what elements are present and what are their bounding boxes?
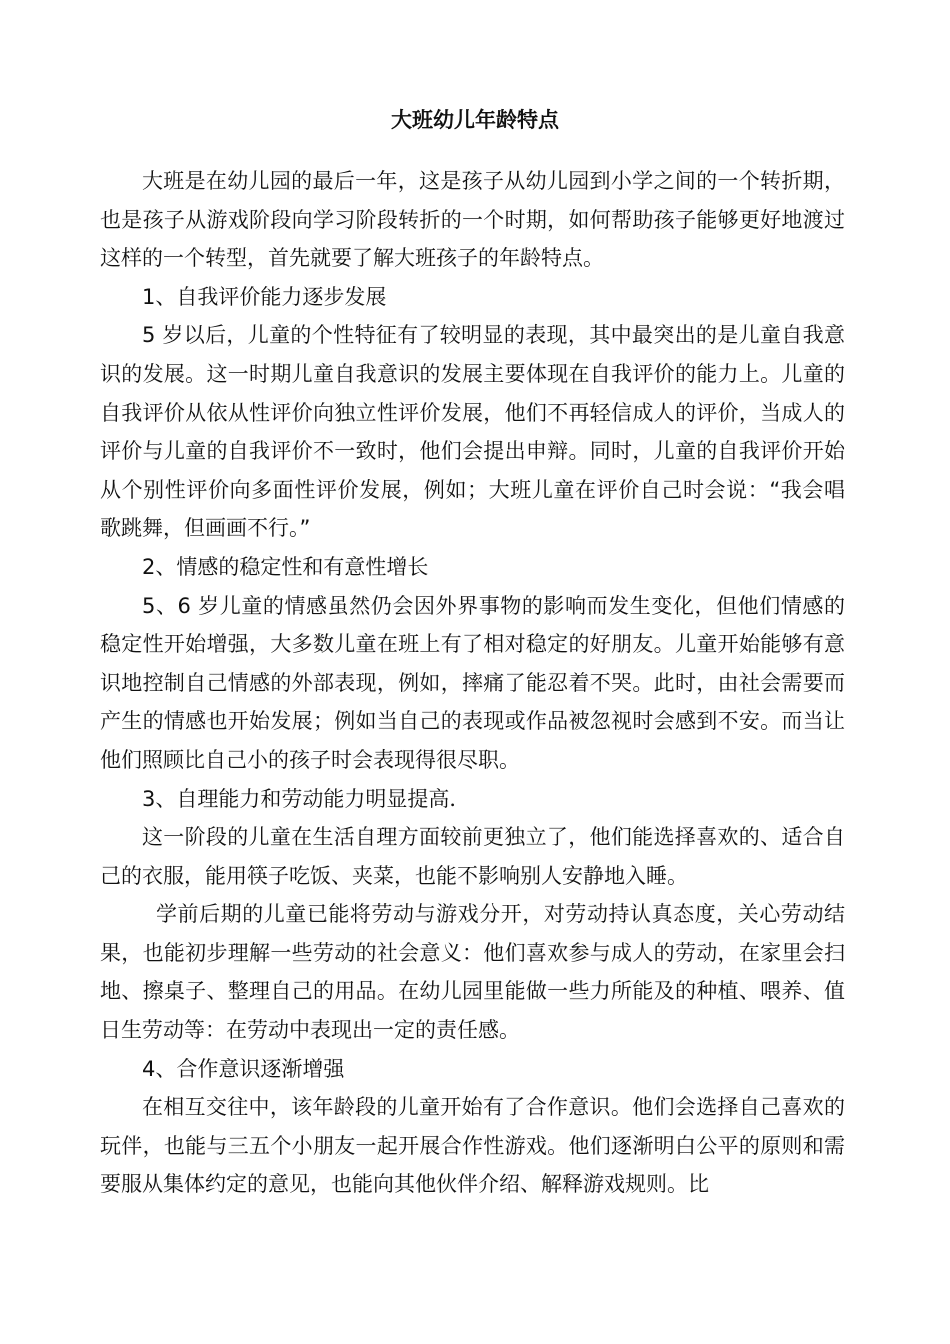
- section-heading-4: 4、合作意识逐渐增强: [142, 1056, 345, 1081]
- section-paragraph-3b: 学前后期的儿童已能将劳动与游戏分开，对劳动持认真态度，关心劳动结果，也能初步理解一些劳动的社会意义：他们喜欢参与成人的劳动，在家里会扫地、擦桌子、整理自己的用品。在幼儿园里能做一些力所能及的种植、喂养、值日生劳动等：在劳动中表现出一定的责任感。: [100, 902, 845, 1043]
- page-title: 大班幼儿年龄特点: [391, 108, 559, 132]
- section-paragraph-2: 5、6 岁儿童的情感虽然仍会因外界事物的影响而发生变化，但他们情感的稳定性开始增强，大多数儿童在班上有了相对稳定的好朋友。儿童开始能够有意识地控制自己情感的外部表现，例如，摔痛了能忍着不哭。此时，由社会需要而产生的情感也开始发展；例如当自己的表现或作品被忽视时会感到不安。而当让他们照顾比自己小的孩子时会表现得很尽职。: [100, 593, 845, 772]
- section-heading-1: 1、自我评价能力逐步发展: [142, 284, 387, 309]
- document-body: [100, 162, 845, 1204]
- section-heading-2: 2、情感的稳定性和有意性增长: [142, 554, 429, 579]
- section-paragraph-4: 在相互交往中，该年龄段的儿童开始有了合作意识。他们会选择自己喜欢的玩伴，也能与三五个小朋友一起开展合作性游戏。他们逐渐明白公平的原则和需要服从集体约定的意见，也能向其他伙伴介绍、解释游戏规则。比: [100, 1095, 845, 1197]
- section-paragraph-1: 5 岁以后，儿童的个性特征有了较明显的表现，其中最突出的是儿童自我意识的发展。这一时期儿童自我意识的发展主要体现在自我评价的能力上。儿童的自我评价从依从性评价向独立性评价发展，他们不再轻信成人的评价，当成人的评价与儿童的自我评价不一致时，他们会提出申辩。同时，儿童的自我评价开始从个别性评价向多面性评价发展，例如；大班儿童在评价自己时会说：“我会唱歌跳舞，但画画不行。”: [100, 323, 845, 541]
- intro-paragraph: 大班是在幼儿园的最后一年，这是孩子从幼儿园到小学之间的一个转折期，也是孩子从游戏阶段向学习阶段转折的一个时期，如何帮助孩子能够更好地渡过这样的一个转型，首先就要了解大班孩子的年龄特点。: [100, 169, 845, 271]
- section-heading-3: 3、自理能力和劳动能力明显提高．: [142, 786, 471, 811]
- section-paragraph-3a: 这一阶段的儿童在生活自理方面较前更独立了，他们能选择喜欢的、适合自己的衣服，能用筷子吃饭、夹菜，也能不影响别人安静地入睡。: [100, 825, 845, 888]
